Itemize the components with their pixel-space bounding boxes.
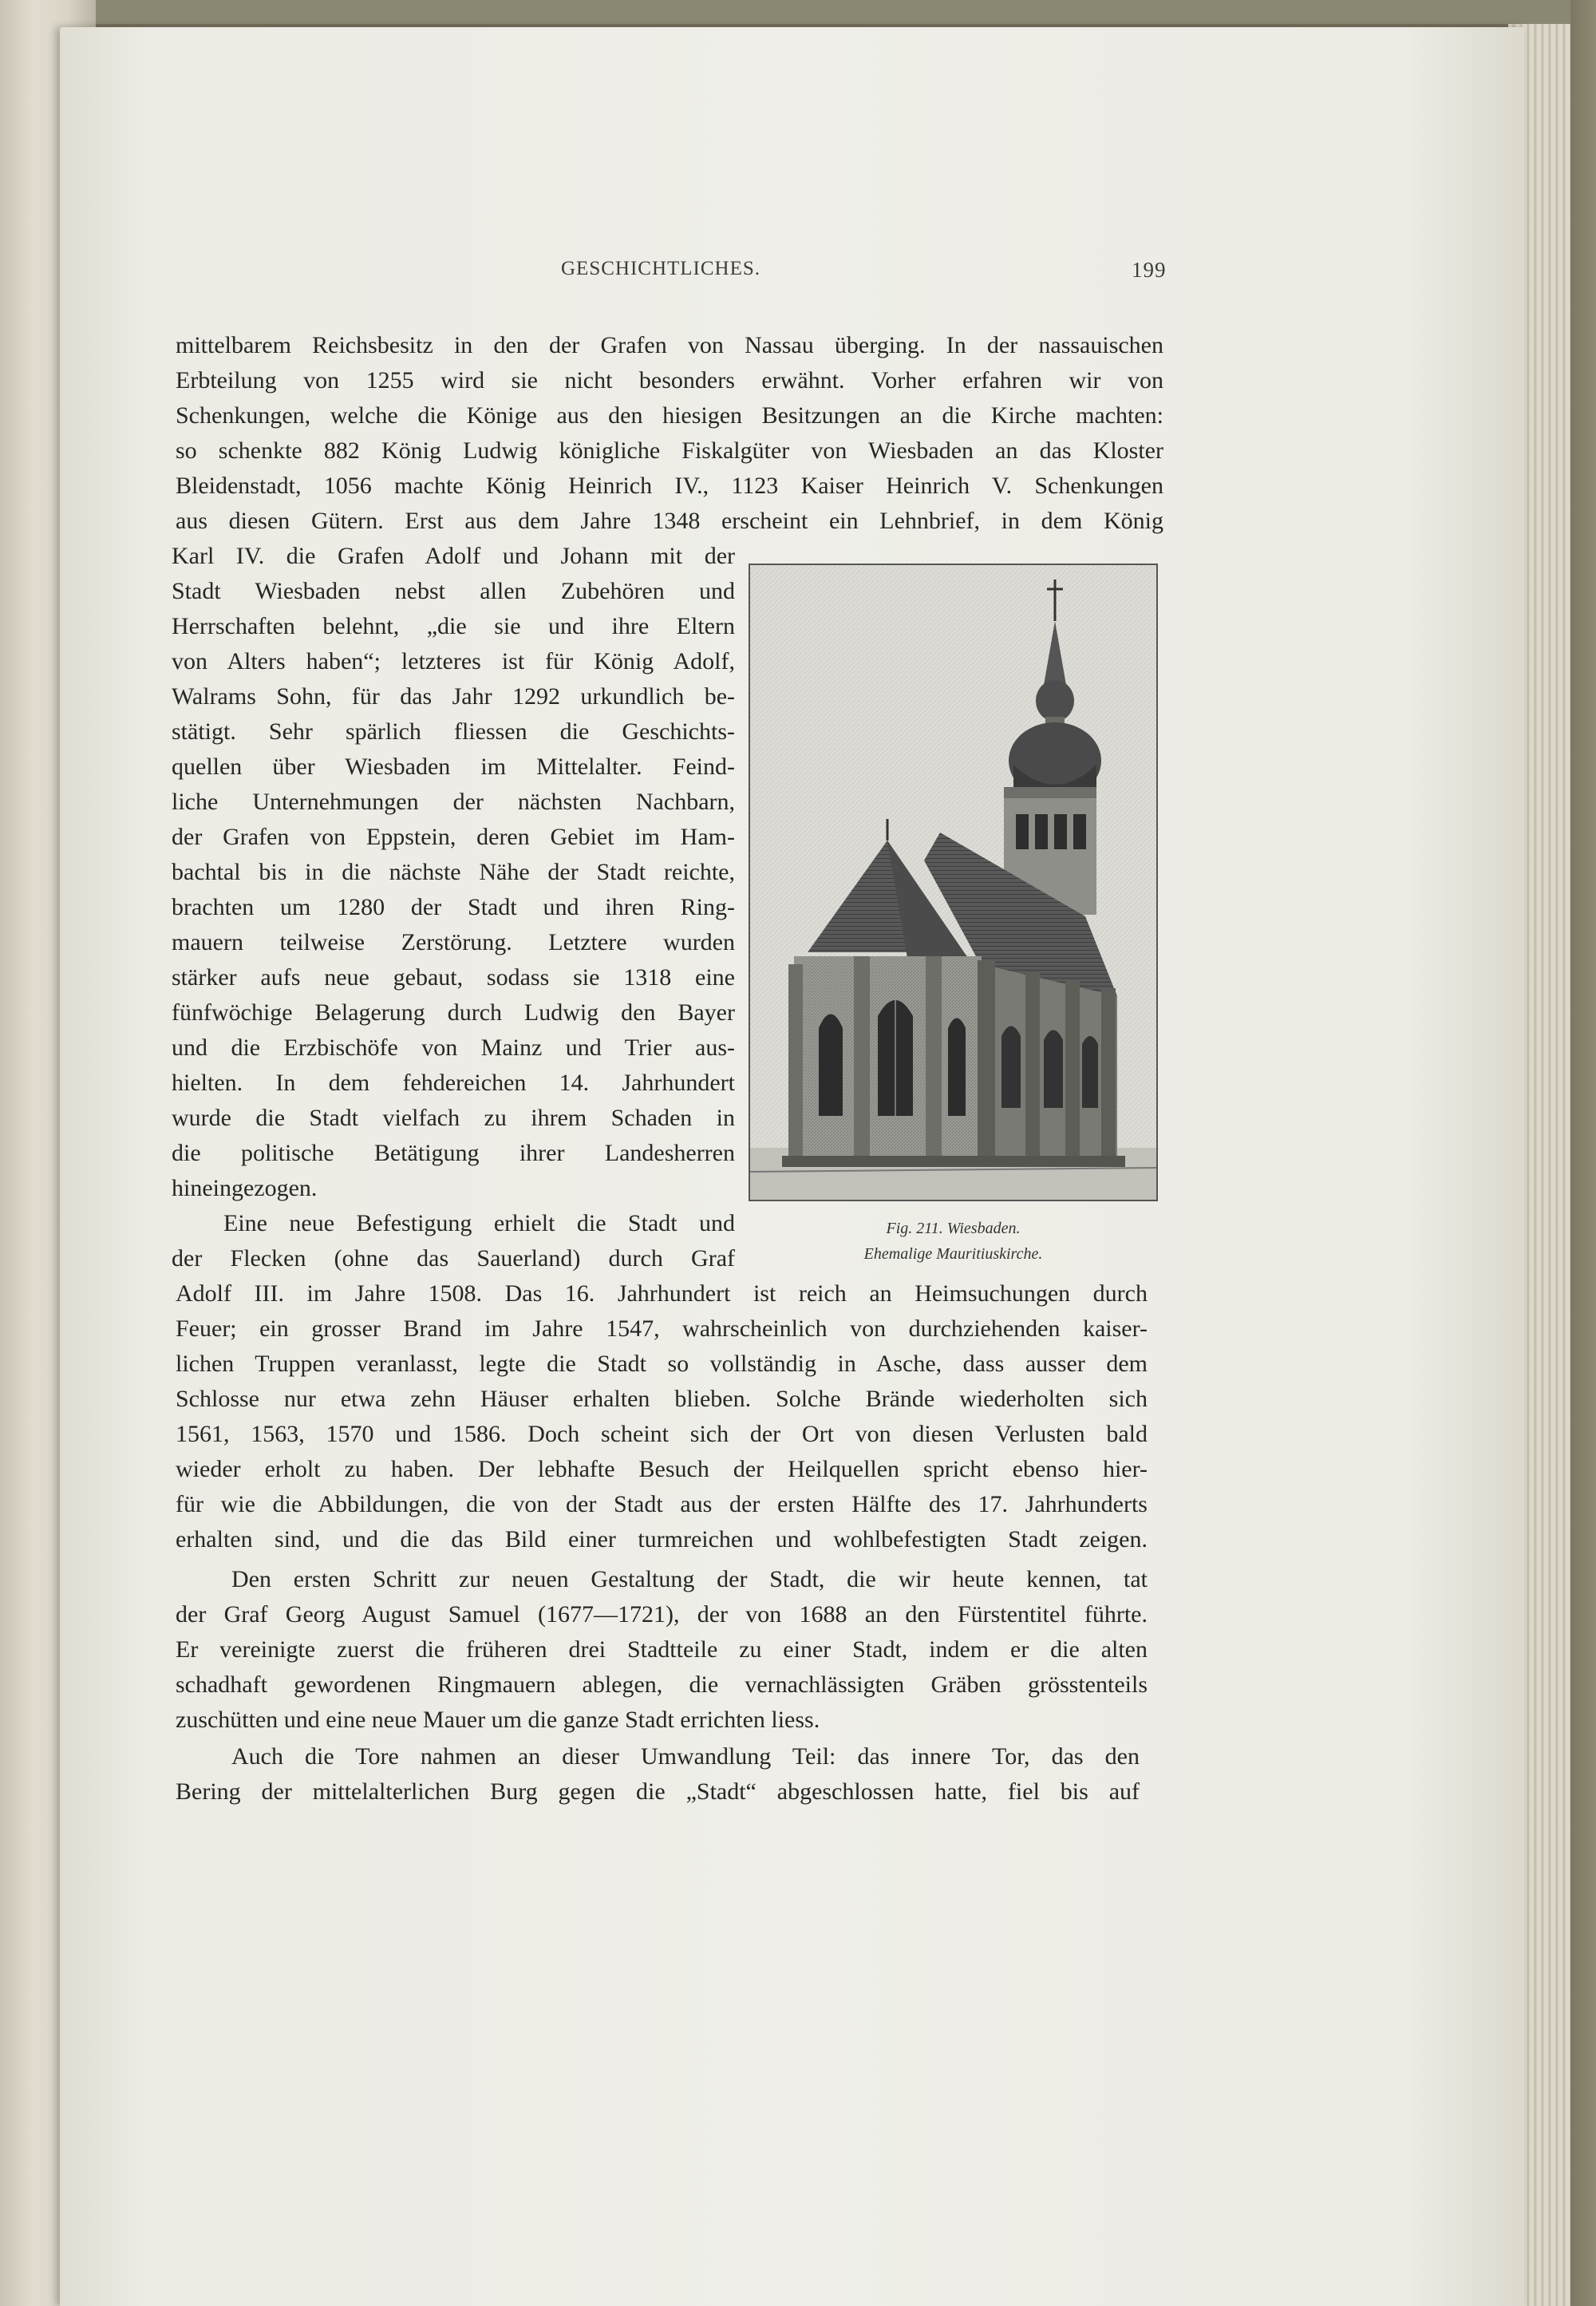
text-line: hielten. In dem fehdereichen 14. Jahrhundert xyxy=(172,1070,735,1096)
text-line: Schlosse nur etwa zehn Häuser erhalten blieben. Solche Brände wiederholten sich xyxy=(176,1386,1148,1412)
book-cover-right xyxy=(1570,0,1596,2306)
text-line: Er vereinigte zuerst die früheren drei Stadtteile zu einer Stadt, indem er die alten xyxy=(176,1636,1148,1663)
text-line: quellen über Wiesbaden im Mittelalter. Feind- xyxy=(172,754,735,780)
text-line: der Flecken (ohne das Sauerland) durch Graf xyxy=(172,1245,735,1272)
text-line: aus diesen Gütern. Erst aus dem Jahre 1348 erscheint ein Lehnbrief, in dem König xyxy=(176,508,1163,534)
text-line: brachten um 1280 der Stadt und ihren Ring- xyxy=(172,894,735,920)
text-line: für wie die Abbildungen, die von der Stadt aus der ersten Hälfte des 17. Jahrhunderts xyxy=(176,1491,1148,1517)
text-line: wieder erholt zu haben. Der lebhafte Besuch der Heilquellen spricht ebenso hier- xyxy=(176,1456,1148,1482)
text-line: Erbteilung von 1255 wird sie nicht besonders erwähnt. Vorher erfahren wir von xyxy=(176,367,1163,394)
figure-caption-number: Fig. 211. Wiesbaden. xyxy=(886,1220,1021,1237)
text-line: wurde die Stadt vielfach zu ihrem Schaden in xyxy=(172,1105,735,1131)
text-line: liche Unternehmungen der nächsten Nachbarn, xyxy=(172,789,735,815)
text-line: schadhaft gewordenen Ringmauern ablegen, die vernachlässigten Gräben grösstenteils xyxy=(176,1671,1148,1698)
running-head: GESCHICHTLICHES. xyxy=(561,258,761,279)
church-drawing xyxy=(750,565,1156,1200)
text-line: so schenkte 882 König Ludwig königliche Fiskalgüter von Wiesbaden an das Kloster xyxy=(176,437,1163,464)
text-line: stärker aufs neue gebaut, sodass sie 1318 eine xyxy=(172,964,735,991)
text-line: 1561, 1563, 1570 und 1586. Doch scheint sich der Ort von diesen Verlusten bald xyxy=(176,1421,1148,1447)
text-line: fünfwöchige Belagerung durch Ludwig den Bayer xyxy=(172,999,735,1026)
figure-caption-title: Ehemalige Mauritiuskirche. xyxy=(863,1245,1043,1263)
text-line: zuschütten und eine neue Mauer um die ganze Stadt errichten liess. xyxy=(176,1707,820,1733)
book-cover-edge xyxy=(0,0,1596,24)
text-line: stätigt. Sehr spärlich fliessen die Geschichts- xyxy=(172,718,735,745)
text-line: der Grafen von Eppstein, deren Gebiet im Ham- xyxy=(172,824,735,850)
text-line: von Alters haben“; letzteres ist für König Adolf, xyxy=(172,648,735,674)
text-line: Feuer; ein grosser Brand im Jahre 1547, wahrscheinlich von durchziehenden kaiser- xyxy=(176,1315,1148,1342)
text-line: lichen Truppen veranlasst, legte die Stadt so vollständig in Asche, dass ausser dem xyxy=(176,1351,1148,1377)
text-line: Stadt Wiesbaden nebst allen Zubehören und xyxy=(172,578,735,604)
church-illustration xyxy=(749,564,1158,1201)
text-line: der Graf Georg August Samuel (1677—1721), der von 1688 an den Fürstentitel führte. xyxy=(176,1601,1148,1628)
text-line: Schenkungen, welche die Könige aus den hiesigen Besitzungen an die Kirche machten: xyxy=(176,402,1163,429)
text-line: Auch die Tore nahmen an dieser Umwandlung Teil: das innere Tor, das den xyxy=(231,1743,1140,1770)
text-line: erhalten sind, und die das Bild einer turmreichen und wohlbefestigten Stadt zeigen. xyxy=(176,1526,1148,1552)
text-line: mittelbarem Reichsbesitz in den der Grafen von Nassau überging. In der nassauischen xyxy=(176,332,1163,358)
text-line: Adolf III. im Jahre 1508. Das 16. Jahrhundert ist reich an Heimsuchungen durch xyxy=(176,1280,1148,1307)
text-line: mauern teilweise Zerstörung. Letztere wurden xyxy=(172,929,735,955)
page-number: 199 xyxy=(1132,258,1167,282)
text-line: Eine neue Befestigung erhielt die Stadt und xyxy=(223,1210,735,1236)
text-line: und die Erzbischöfe von Mainz und Trier aus- xyxy=(172,1034,735,1061)
text-line: die politische Betätigung ihrer Landesherren xyxy=(172,1140,735,1166)
text-line: bachtal bis in die nächste Nähe der Stadt reichte, xyxy=(172,859,735,885)
text-line: Herrschaften belehnt, „die sie und ihre Eltern xyxy=(172,613,735,639)
text-line: Walrams Sohn, für das Jahr 1292 urkundlich be- xyxy=(172,683,735,710)
text-line: Den ersten Schritt zur neuen Gestaltung der Stadt, die wir heute kennen, tat xyxy=(231,1566,1148,1592)
text-line: Bering der mittelalterlichen Burg gegen die „Stadt“ abgeschlossen hatte, fiel bis auf xyxy=(176,1778,1140,1805)
text-line: Karl IV. die Grafen Adolf und Johann mit der xyxy=(172,543,735,569)
text-line: Bleidenstadt, 1056 machte König Heinrich IV., 1123 Kaiser Heinrich V. Schenkungen xyxy=(176,473,1163,499)
text-line: hineingezogen. xyxy=(172,1175,318,1201)
